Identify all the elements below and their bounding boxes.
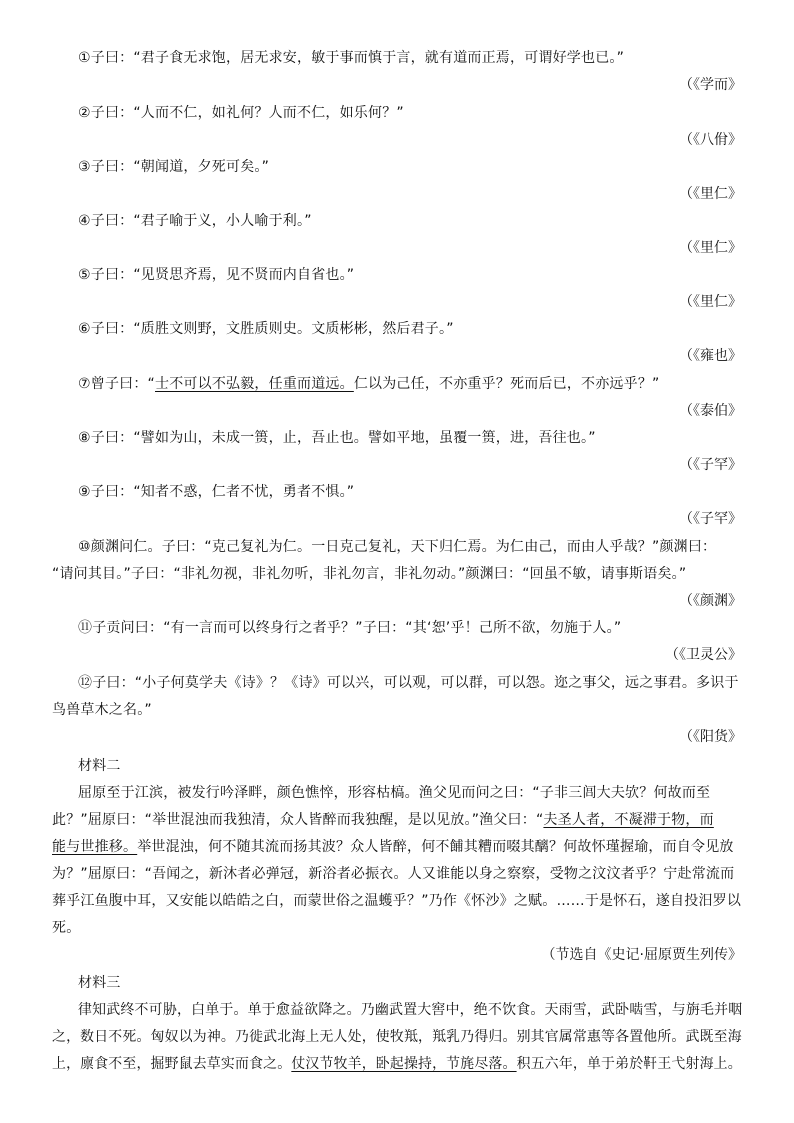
underlined-phrase: 士不可以不弘毅，任重而道远。 [155, 376, 354, 392]
analects-item-8: ⑧子曰：“譬如为山，未成一篑，止，吾止也。譬如平地，虽覆一篑，进，吾往也。” [78, 430, 596, 446]
analects-source-1: （《学而》 [679, 77, 742, 93]
underlined-phrase: 能与世推移。 [52, 839, 138, 855]
underlined-phrase: 仗汉节牧羊，卧起操持，节旄尽落。 [291, 1056, 517, 1072]
analects-item-3: ③子曰：“朝闻道，夕死可矣。” [78, 159, 270, 175]
material-2-line-2-text: 此？”屈原曰：“举世混浊而我独清，众人皆醉而我独醒，是以见放。”渔父曰：“ [52, 812, 544, 828]
analects-item-7-prefix: ⑦曾子曰：“ [78, 376, 156, 392]
analects-source-4: （《里仁》 [679, 240, 742, 256]
material-3-line-3 [52, 1055, 742, 1073]
material-3-line-2: 之，数日不死。匈奴以为神。乃徙武北海上无人处，使牧羝，羝乳乃得归。别其官属常惠等各置他所。武既至海 [52, 1029, 742, 1045]
underlined-phrase: 夫圣人者，不凝滞于物，而 [543, 812, 714, 828]
material-3-line-3-text-b: 积五六年，单于弟於靬王弋射海上。 [516, 1056, 742, 1072]
material-3-title: 材料三 [78, 975, 121, 991]
analects-item-4: ④子曰：“君子喻于义，小人喻于利。” [78, 213, 312, 229]
analects-item-7 [78, 375, 659, 393]
analects-source-12: （《阳货》 [679, 729, 742, 745]
analects-source-5: （《里仁》 [679, 294, 742, 310]
material-2-line-3 [52, 838, 734, 856]
analects-source-6: （《雍也》 [679, 348, 742, 364]
analects-source-8: （《子罕》 [679, 457, 742, 473]
material-2-line-6: 死。 [52, 920, 81, 936]
analects-item-2: ②子曰：“人而不仁，如礼何？人而不仁，如乐何？” [78, 105, 404, 121]
material-2-source: （节选自《史记·屈原贾生列传》 [541, 947, 742, 963]
material-2-line-3-text: 举世混浊，何不随其流而扬其波？众人皆醉，何不餔其糟而啜其醨？何故怀瑾握瑜，而自令见放 [137, 839, 734, 855]
analects-source-7: （《泰伯》 [679, 403, 742, 419]
material-3-line-1: 律知武终不可胁，白单于。单于愈益欲降之。乃幽武置大窖中，绝不饮食。天雨雪，武卧啮雪，与旃毛并咽 [78, 1002, 743, 1018]
analects-item-12-line-2: 鸟兽草木之名。” [52, 702, 152, 718]
material-3-line-3-text-a: 上，廪食不至，掘野鼠去草实而食之。 [52, 1056, 292, 1072]
analects-item-10-line-1: ⑩颜渊问仁。子曰：“克己复礼为仁。一日克己复礼，天下归仁焉。为仁由己，而由人乎哉？”颜渊曰： [78, 539, 717, 555]
analects-item-9: ⑨子曰：“知者不惑，仁者不忧，勇者不惧。” [78, 484, 355, 500]
analects-item-1: ①子曰：“君子食无求饱，居无求安，敏于事而慎于言，就有道而正焉，可谓好学也已。” [78, 50, 625, 66]
material-2-line-1: 屈原至于江滨，被发行吟泽畔，颜色憔悴，形容枯槁。渔父见而问之曰：“子非三闾大夫欤？何故而至 [78, 785, 711, 801]
analects-source-9: （《子罕》 [679, 511, 742, 527]
analects-item-10-line-2: “请问其目。”子曰：“非礼勿视，非礼勿听，非礼勿言，非礼勿动。”颜渊曰：“回虽不敏，请事斯语矣。” [52, 566, 687, 582]
material-2-line-2 [52, 811, 714, 829]
analects-item-7-suffix: 仁以为己任，不亦重乎？死而后已，不亦远乎？” [353, 376, 660, 392]
analects-source-10: （《颜渊》 [679, 593, 742, 609]
analects-item-11: ⑪子贡问曰：“有一言而可以终身行之者乎？”子曰：“其‘恕’乎！己所不欲，勿施于人。” [78, 620, 622, 636]
analects-item-12-line-1: ⑫子曰：“小子何莫学夫《诗》？《诗》可以兴，可以观，可以群，可以怨。迩之事父，远之事君。多识于 [78, 675, 739, 691]
analects-item-5: ⑤子曰：“见贤思齐焉，见不贤而内自省也。” [78, 267, 355, 283]
analects-item-6: ⑥子曰：“质胜文则野，文胜质则史。文质彬彬，然后君子。” [78, 321, 454, 337]
analects-source-2: （《八佾》 [679, 132, 742, 148]
material-2-title: 材料二 [78, 758, 121, 774]
analects-source-3: （《里仁》 [679, 186, 742, 202]
analects-source-11: （《卫灵公》 [665, 647, 742, 663]
material-2-line-4: 为？”屈原曰：“吾闻之，新沐者必弹冠，新浴者必振衣。人又谁能以身之察察，受物之汶汶者乎？宁赴常流而 [52, 866, 735, 882]
material-2-line-5: 葬乎江鱼腹中耳，又安能以皓皓之白，而蒙世俗之温蠖乎？”乃作《怀沙》之赋。……于是怀石，遂自投汨罗以 [52, 893, 742, 909]
